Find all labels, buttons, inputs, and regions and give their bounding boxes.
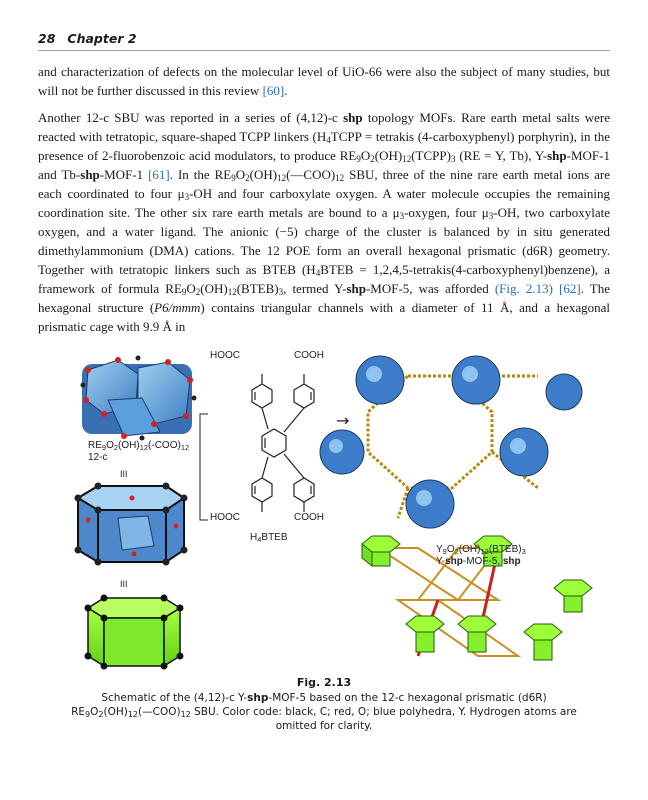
p2-text: topology MOFs. Rare earth metal salts were reacted with tetratopic, square-shaped TCPP linkers (H: [38, 110, 610, 144]
paragraph-1-end: .: [284, 83, 288, 98]
hexagonal-prism-image: [85, 595, 184, 670]
figure-label: Fig. 2.13: [296, 676, 352, 689]
body-text: [38, 62, 610, 344]
shp-term: shp: [80, 167, 100, 182]
running-header: [38, 30, 610, 51]
shp-term: shp: [346, 281, 366, 296]
p2-text: -MOF-1: [99, 167, 149, 182]
space-group: P6/mmm: [154, 300, 201, 315]
p2-text: TCPP = tetrakis (4-carboxyphenyl) porphyrin), in the presence of 2-fluorobenzoic acid modulators, to produce RE: [38, 129, 611, 163]
caption-text: -MOF-5 based on the 12-c hexagonal prismatic (d6R): [268, 692, 547, 704]
p2-text: . The hexagonal structure (: [38, 281, 611, 315]
paragraph-1: [38, 62, 610, 100]
caption-text: SBU. Color code: black, C; red, O; blue polyhedra, Y. Hydrogen atoms are omitted for clarity.: [190, 706, 577, 732]
caption-shp: shp: [247, 692, 269, 704]
mof-name-label: Y-shp-MOF-5, shp: [436, 556, 521, 567]
citation-61[interactable]: [61]: [148, 167, 170, 182]
p2-text: Another 12-c SBU was reported in a series of (4,12)-c: [38, 110, 344, 125]
p2-text: (BTEB): [236, 281, 279, 296]
p2-text: -OH, two carboxylate oxygen, and a water ligand. The anionic (−5) charge of the cluster is balanced by in situ generated dimethylammonium (DMA) cations. The 12 POE form an overall hexagonal prismatic (d6R) geometry. Together with tetratopic linkers such as BTEB (H: [38, 205, 610, 277]
citation-62[interactable]: [62]: [559, 281, 581, 296]
equivalence-mark-1: III: [120, 469, 128, 479]
figure-2-13: [38, 340, 610, 670]
linker-label: $H_4BTEB$: [250, 532, 288, 544]
cooh-label-bottom-right: COOH: [294, 512, 324, 523]
p2-text: ) contains triangular channels with a diameter of 11 Å, and a hexagonal prismatic cage with 9.9 Å in: [38, 300, 610, 334]
sbu-connectivity-label: 12-c: [88, 452, 108, 463]
sbu-prism-image: [75, 483, 188, 566]
figure-graphics: [38, 340, 610, 670]
hooc-label-bottom-left: HOOC: [210, 512, 240, 523]
caption-text: RE: [71, 706, 86, 718]
paragraph-2: Another 12-c SBU was reported in a series of (4,12)-c shp topology MOFs. Rare earth metal salts were reacted with tetratopic, square-shaped TCPP linkers ($H_4TCPP$ = tetrakis (4-carboxyphenyl) porphyrin), in the presence of 2-fluorobenzoic acid modulators, to produce $RE_9O_2(OH)_{12}(TCPP)_3$ (RE = Y, Tb), Y-shp-MOF-1 and Tb-shp-MOF-1 [61]. In the $RE_9O_2(OH)_{12}(—COO)_{12}$ SBU, three of the nine rare earth metal ions are each coordinated to four $\mu_3-OH$ and four carboxylate oxygen. A water molecule occupies the remaining coordination site. The other six rare earth metals are bound to a $\mu_3$-oxygen, four $\mu_3-OH$, two carboxylate oxygen, and a water ligand. The anionic (−5) charge of the cluster is balanced by in situ generated dimethylammonium (DMA) cations. The 12 POE form an overall hexagonal prismatic (d6R) geometry. Together with tetratopic linkers such as BTEB ($H_4BTEB$ = 1,2,4,5-tetrakis(4-carboxyphenyl)benzene), a framework of formula $RE_9O_2(OH)_{12}(BTEB)_3$, termed Y-shp-MOF-5, was afforded (Fig. 2.13) [62]. The hexagonal structure (P6/mmm) contains triangular channels with a diameter of 11 Å, and a hexagonal prismatic cage with 9.9 Å in: [38, 110, 611, 334]
p2-text: (—COO): [286, 167, 336, 182]
caption-text: Schematic of the (4,12)-c Y-: [101, 692, 248, 704]
p2-text: -OH and four carboxylate oxygen. A water molecule occupies the remaining coordination site. The other six rare earth metals are bound to a μ: [38, 186, 610, 220]
p2-text: -MOF-5, was afforded: [365, 281, 495, 296]
cooh-label-top-right: COOH: [294, 350, 324, 361]
sbu-formula-label: $RE_9O_2(OH)_{12}(-COO)_{12}$: [88, 440, 190, 452]
bracket-line: [200, 414, 208, 520]
p2-text: -oxygen, four μ: [404, 205, 489, 220]
p2-text: . In the RE: [169, 167, 232, 182]
p2-text: SBU, three of the nine rare earth metal ions are each coordinated to four μ: [38, 167, 610, 201]
p2-text: (RE = Y, Tb), Y-: [455, 148, 548, 163]
bteb-structure: [252, 374, 314, 512]
paragraph-1-text: and characterization of defects on the molecular level of UiO-66 were also the subject of many studies, but will not be further discussed in this review: [38, 64, 610, 98]
figure-caption: Fig. 2.13 Schematic of the (4,12)-c Y-shp-MOF-5 based on the 12-c hexagonal prismatic (d6R) $RE_9O_2(OH)_{12}(—COO)_{12}$ SBU. Color code: black, C; red, O; blue polyhedra, Y. Hydrogen atoms are omitted for clarity.: [60, 676, 588, 733]
hooc-label-top-left: HOOC: [210, 350, 240, 361]
shp-term: shp: [547, 148, 567, 163]
page-number: 28: [38, 31, 56, 46]
shp-term: shp: [343, 110, 363, 125]
citation-60[interactable]: [60]: [262, 83, 285, 98]
p2-text: , termed Y-: [283, 281, 347, 296]
mof-formula-label: $Y_9O_2(OH)_{12}(BTEB)_3$: [436, 544, 526, 556]
p2-text: BTEB = 1,2,4,5-tetrakis(4-carboxyphenyl)benzene), a framework of formula RE: [38, 262, 610, 296]
sbu-cluster-image: [81, 356, 197, 441]
mof-network-image: [320, 356, 582, 528]
reaction-arrow: →: [336, 411, 350, 430]
figure-reference[interactable]: (Fig. 2.13): [494, 281, 553, 296]
p2-text: -MOF-1 and Tb-: [38, 148, 610, 182]
equivalence-mark-2: III: [120, 579, 128, 589]
chapter-title: Chapter 2: [67, 31, 137, 46]
caption-text: (—COO): [138, 706, 181, 718]
p2-text: (TCPP): [411, 148, 451, 163]
